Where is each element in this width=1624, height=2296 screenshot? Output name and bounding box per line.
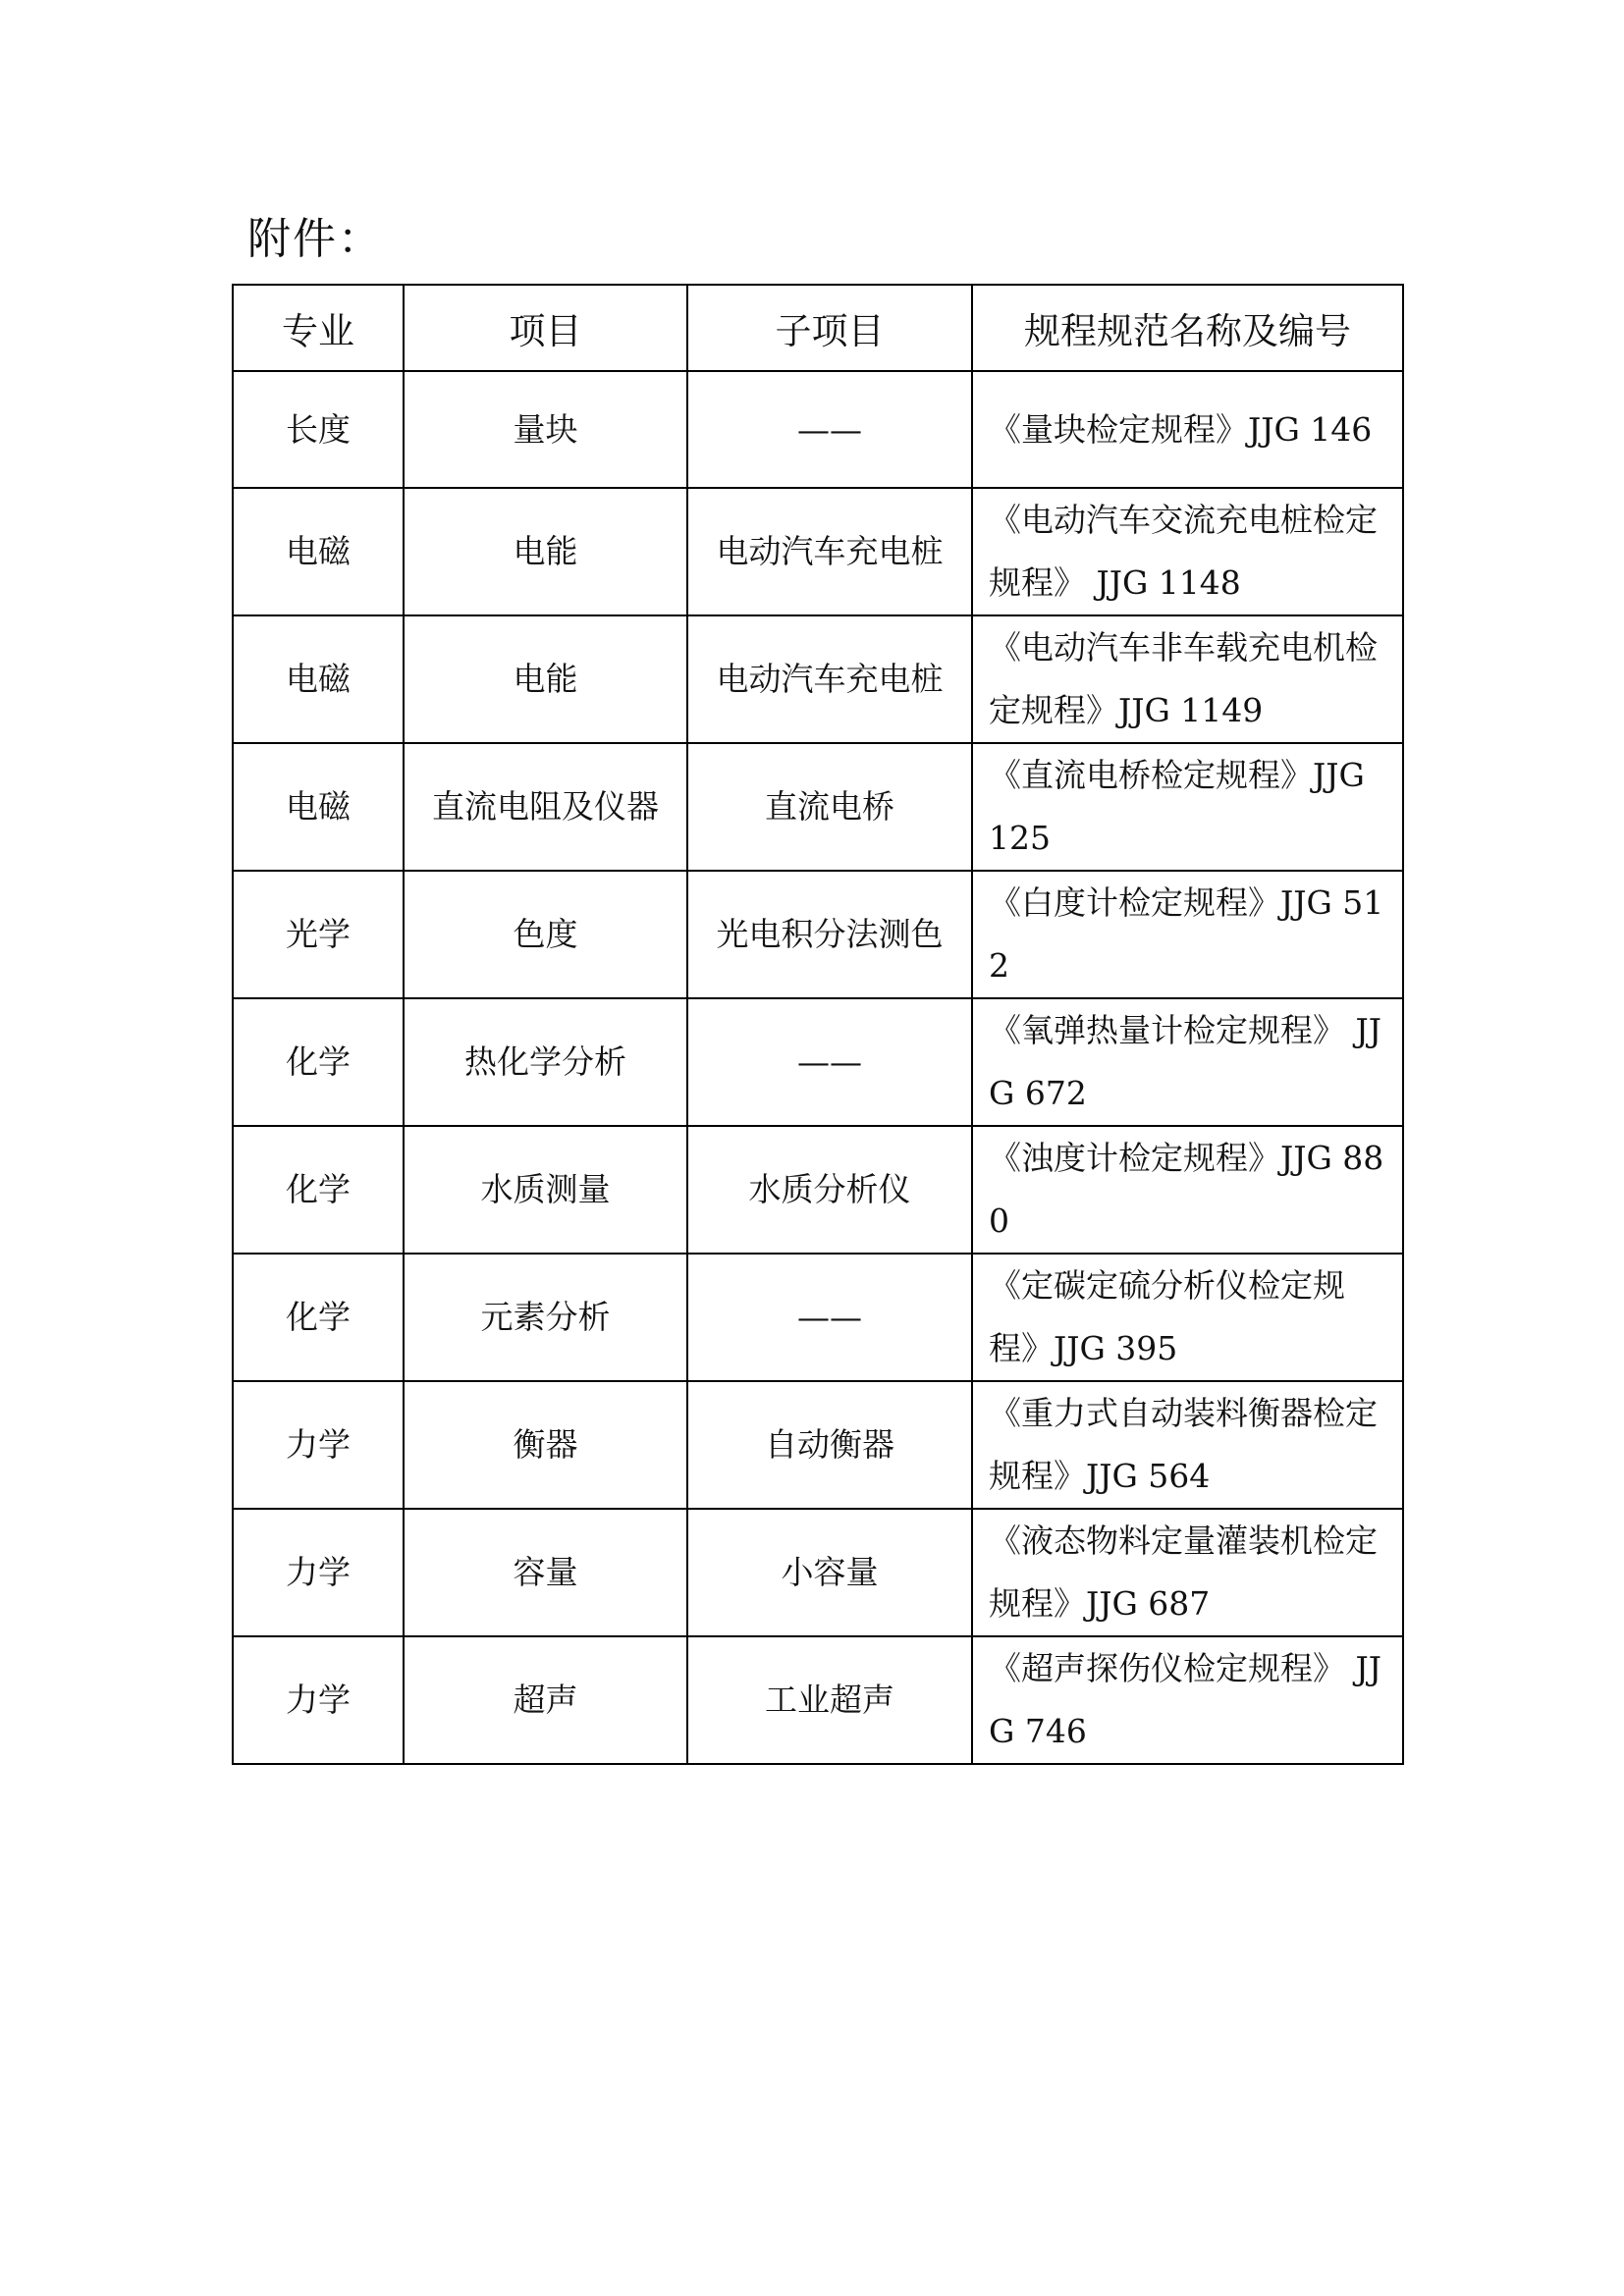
cell-subitem: 电动汽车充电桩	[687, 615, 972, 743]
table-row	[233, 615, 1403, 743]
table-row	[233, 488, 1403, 615]
cell-item: 水质测量	[404, 1126, 687, 1254]
cell-item: 电能	[404, 488, 687, 615]
table-header-row	[233, 285, 1403, 371]
cell-standard: 《电动汽车交流充电桩检定规程》 JJG 1148	[972, 488, 1403, 615]
cell-discipline: 化学	[233, 1126, 404, 1254]
cell-item: 热化学分析	[404, 998, 687, 1126]
cell-standard: 《定碳定硫分析仪检定规程》JJG 395	[972, 1254, 1403, 1381]
cell-standard: 《白度计检定规程》JJG 512	[972, 871, 1403, 998]
cell-subitem: 自动衡器	[687, 1381, 972, 1509]
cell-subitem: 工业超声	[687, 1636, 972, 1764]
header-subitem: 子项目	[687, 285, 972, 371]
cell-discipline: 化学	[233, 1254, 404, 1381]
cell-standard: 《直流电桥检定规程》JJG 125	[972, 743, 1403, 871]
cell-discipline: 力学	[233, 1381, 404, 1509]
cell-standard: 《液态物料定量灌装机检定规程》JJG 687	[972, 1509, 1403, 1636]
cell-subitem: ——	[687, 1254, 972, 1381]
cell-discipline: 力学	[233, 1636, 404, 1764]
header-standard: 规程规范名称及编号	[972, 285, 1403, 371]
table-row	[233, 1636, 1403, 1764]
table-row	[233, 1254, 1403, 1381]
cell-standard: 《氧弹热量计检定规程》 JJG 672	[972, 998, 1403, 1126]
cell-subitem: 直流电桥	[687, 743, 972, 871]
cell-item: 元素分析	[404, 1254, 687, 1381]
cell-subitem: ——	[687, 371, 972, 488]
cell-discipline: 化学	[233, 998, 404, 1126]
cell-standard: 《重力式自动装料衡器检定规程》JJG 564	[972, 1381, 1403, 1509]
cell-discipline: 电磁	[233, 615, 404, 743]
header-item: 项目	[404, 285, 687, 371]
cell-subitem: 光电积分法测色	[687, 871, 972, 998]
cell-item: 容量	[404, 1509, 687, 1636]
cell-standard: 《电动汽车非车载充电机检定规程》JJG 1149	[972, 615, 1403, 743]
cell-subitem: ——	[687, 998, 972, 1126]
cell-item: 直流电阻及仪器	[404, 743, 687, 871]
cell-discipline: 光学	[233, 871, 404, 998]
cell-standard: 《超声探伤仪检定规程》 JJG 746	[972, 1636, 1403, 1764]
verification-standards-table	[232, 284, 1404, 1765]
table-row	[233, 871, 1403, 998]
cell-discipline: 电磁	[233, 488, 404, 615]
attachment-heading: 附件：	[247, 214, 383, 264]
cell-subitem: 小容量	[687, 1509, 972, 1636]
table-row	[233, 998, 1403, 1126]
cell-item: 电能	[404, 615, 687, 743]
cell-discipline: 力学	[233, 1509, 404, 1636]
cell-standard: 《浊度计检定规程》JJG 880	[972, 1126, 1403, 1254]
table-row	[233, 371, 1403, 488]
cell-item: 超声	[404, 1636, 687, 1764]
table-row	[233, 1509, 1403, 1636]
cell-discipline: 电磁	[233, 743, 404, 871]
cell-subitem: 水质分析仪	[687, 1126, 972, 1254]
table-row	[233, 1381, 1403, 1509]
cell-item: 衡器	[404, 1381, 687, 1509]
cell-discipline: 长度	[233, 371, 404, 488]
cell-subitem: 电动汽车充电桩	[687, 488, 972, 615]
cell-item: 量块	[404, 371, 687, 488]
table-row	[233, 1126, 1403, 1254]
cell-item: 色度	[404, 871, 687, 998]
table-row	[233, 743, 1403, 871]
cell-standard: 《量块检定规程》JJG 146	[972, 371, 1403, 488]
header-discipline: 专业	[233, 285, 404, 371]
